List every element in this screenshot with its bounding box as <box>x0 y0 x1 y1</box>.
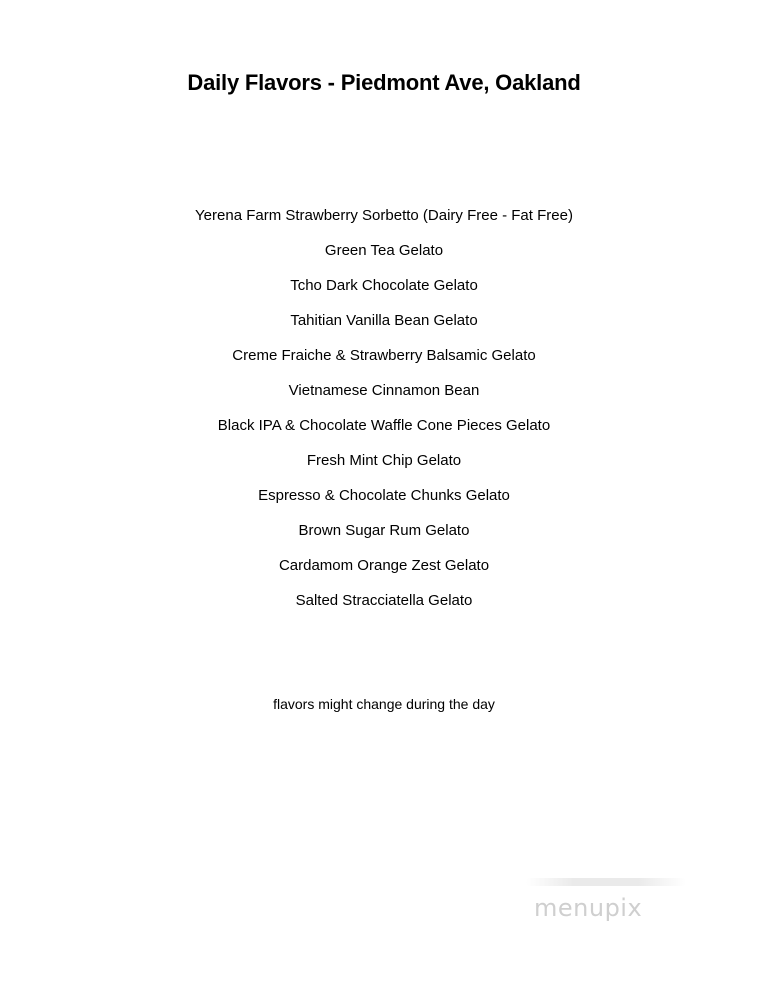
flavor-item: Salted Stracciatella Gelato <box>295 592 473 609</box>
watermark-text: menupix <box>534 894 643 922</box>
flavor-list <box>0 203 768 623</box>
page-title: Daily Flavors - Piedmont Ave, Oakland <box>187 70 581 95</box>
menupix-watermark <box>520 872 690 938</box>
flavor-item: Green Tea Gelato <box>324 242 444 259</box>
flavor-item: Tcho Dark Chocolate Gelato <box>290 277 478 294</box>
flavor-item: Espresso & Chocolate Chunks Gelato <box>258 487 510 504</box>
availability-note: flavors might change during the day <box>273 696 495 712</box>
flavor-item: Cardamom Orange Zest Gelato <box>278 557 490 574</box>
flavor-item: Tahitian Vanilla Bean Gelato <box>290 312 478 329</box>
watermark-band <box>526 878 686 886</box>
flavor-item: Brown Sugar Rum Gelato <box>298 522 470 539</box>
flavor-item: Fresh Mint Chip Gelato <box>306 452 462 469</box>
flavor-item: Vietnamese Cinnamon Bean <box>288 382 480 399</box>
flavor-item: Creme Fraiche & Strawberry Balsamic Gelato <box>232 347 536 364</box>
flavor-item: Black IPA & Chocolate Waffle Cone Pieces Gelato <box>217 417 551 434</box>
flavor-item: Yerena Farm Strawberry Sorbetto (Dairy Free - Fat Free) <box>195 207 573 224</box>
